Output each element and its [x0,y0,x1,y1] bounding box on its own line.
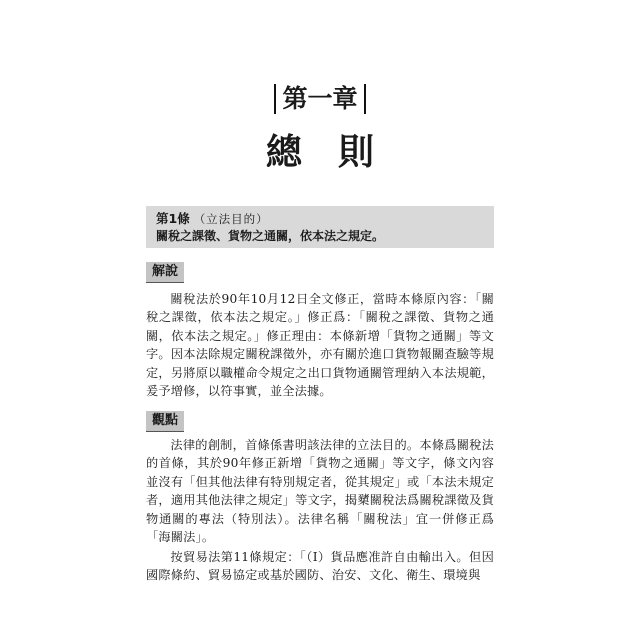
viewpoint-paragraph-2: 按貿易法第11條規定：「（Ⅰ）貨品應准許自由輸出入。但因國際條約、貿易協定或基於國防、治安、文化、衛生、環境與 [146,550,494,583]
section-tag-explanation: 解說 [146,262,184,283]
article-text: 關稅之課徵、貨物之通關，依本法之規定。 [156,229,385,243]
section-tag-viewpoint: 觀點 [146,411,184,432]
article-number: 第1條 [156,211,190,226]
chapter-title: 總則 [265,132,410,173]
chapter-label: 第一章 [274,84,365,114]
article-note: （立法目的） [193,212,269,226]
article-header [156,210,484,228]
chapter-heading [0,84,640,114]
article-box [146,206,494,248]
explanation-paragraph: 關稅法於90年10月12日全文修正，當時本條原內容：「關稅之課徵，依本法之規定。」修正爲：「關稅之課徵、貨物之通關，依本法之規定。」修正理由：本條新增「貨物之通關」等文字。因本法除規定關稅課徵外，亦有關於進口貨物報關查驗等規定，另將原以職權命令規定之出口貨物通關管理納入本法規範，爰予增修，以符事實，並全法據。 [146,292,494,399]
viewpoint-paragraph-1: 法律的創制，首條係書明該法律的立法目的。本條爲關稅法的首條，其於90年修正新增「貨物之通關」等文字，條文內容並沒有「但其他法律有特別規定者，從其規定」或「本法未規定者，適用其他法律之規定」等文字，揭櫫關稅法爲關稅課徵及貨物通關的專法（特別法）。法律名稱「關稅法」宜一併修正爲「海關法」。 [146,438,494,545]
